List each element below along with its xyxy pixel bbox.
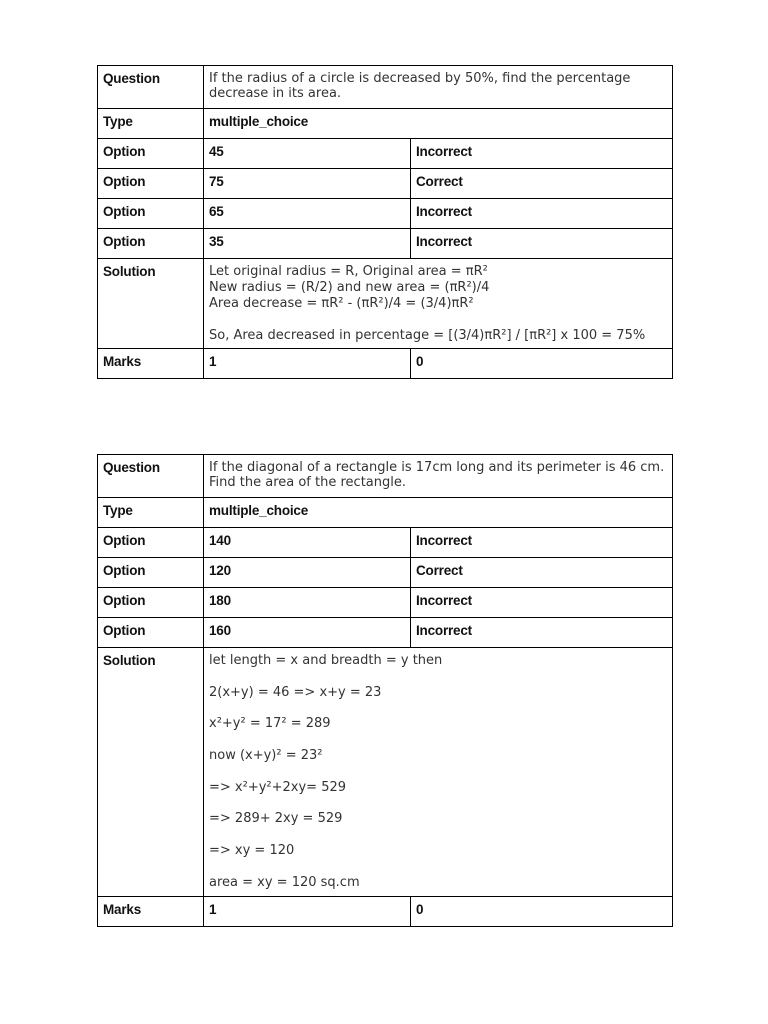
option-status: Incorrect xyxy=(411,199,673,229)
type-label: Type xyxy=(98,109,204,139)
solution-line: => x²+y²+2xy= 529 xyxy=(209,779,347,795)
option-label: Option xyxy=(98,229,204,259)
option-status: Incorrect xyxy=(411,528,673,558)
marks-positive: 1 xyxy=(204,349,411,379)
marks-row xyxy=(98,349,673,379)
type-row xyxy=(98,109,673,139)
option-value: 35 xyxy=(204,229,411,259)
option-row xyxy=(98,558,673,588)
solution-line: => 289+ 2xy = 529 xyxy=(209,811,343,827)
option-row xyxy=(98,229,673,259)
option-status: Incorrect xyxy=(411,229,673,259)
marks-negative: 0 xyxy=(411,349,673,379)
solution-line: 2(x+y) = 46 => x+y = 23 xyxy=(209,684,382,700)
solution-row xyxy=(98,259,673,349)
option-value: 160 xyxy=(204,618,411,648)
question-row xyxy=(98,66,673,109)
option-value: 75 xyxy=(204,169,411,199)
solution-line: New radius = (R/2) and new area = (πR²)/4 xyxy=(209,280,490,295)
marks-negative: 0 xyxy=(411,897,673,927)
type-value: multiple_choice xyxy=(204,109,673,139)
option-value: 180 xyxy=(204,588,411,618)
solution-line: now (x+y)² = 23² xyxy=(209,748,323,764)
question-text: If the radius of a circle is decreased by 50%, find the percentage decrease in its area. xyxy=(204,66,673,109)
option-label: Option xyxy=(98,139,204,169)
marks-label: Marks xyxy=(98,897,204,927)
option-status: Incorrect xyxy=(411,588,673,618)
solution-line: Let original radius = R, Original area = πR² xyxy=(209,264,488,279)
question-row xyxy=(98,455,673,498)
question-label: Question xyxy=(98,66,204,109)
type-label: Type xyxy=(98,498,204,528)
option-status: Correct xyxy=(411,558,673,588)
option-label: Option xyxy=(98,588,204,618)
type-value: multiple_choice xyxy=(204,498,673,528)
question-label: Question xyxy=(98,455,204,498)
option-row xyxy=(98,618,673,648)
option-row xyxy=(98,139,673,169)
marks-row xyxy=(98,897,673,927)
solution-label: Solution xyxy=(98,648,204,897)
marks-label: Marks xyxy=(98,349,204,379)
solution-line: let length = x and breadth = y then xyxy=(209,653,443,668)
option-status: Incorrect xyxy=(411,139,673,169)
option-row xyxy=(98,528,673,558)
option-label: Option xyxy=(98,199,204,229)
solution-label: Solution xyxy=(98,259,204,349)
question-text: If the diagonal of a rectangle is 17cm long and its perimeter is 46 cm. Find the area of the rectangle. xyxy=(204,455,673,498)
option-label: Option xyxy=(98,169,204,199)
option-value: 65 xyxy=(204,199,411,229)
option-status: Correct xyxy=(411,169,673,199)
option-label: Option xyxy=(98,618,204,648)
solution-row xyxy=(98,648,673,897)
option-row xyxy=(98,169,673,199)
solution-text xyxy=(204,648,673,897)
question-table-2 xyxy=(97,454,673,927)
option-value: 120 xyxy=(204,558,411,588)
solution-line: So, Area decreased in percentage = [(3/4)πR²] / [πR²] x 100 = 75% xyxy=(209,328,646,343)
marks-positive: 1 xyxy=(204,897,411,927)
option-value: 140 xyxy=(204,528,411,558)
option-label: Option xyxy=(98,558,204,588)
option-row xyxy=(98,199,673,229)
type-row xyxy=(98,498,673,528)
question-table-1 xyxy=(97,65,673,379)
option-value: 45 xyxy=(204,139,411,169)
option-label: Option xyxy=(98,528,204,558)
solution-line: area = xy = 120 sq.cm xyxy=(209,874,360,890)
solution-line: x²+y² = 17² = 289 xyxy=(209,716,331,732)
solution-text xyxy=(204,259,673,349)
option-row xyxy=(98,588,673,618)
solution-line: Area decrease = πR² - (πR²)/4 = (3/4)πR² xyxy=(209,296,474,311)
solution-line: => xy = 120 xyxy=(209,843,295,859)
option-status: Incorrect xyxy=(411,618,673,648)
